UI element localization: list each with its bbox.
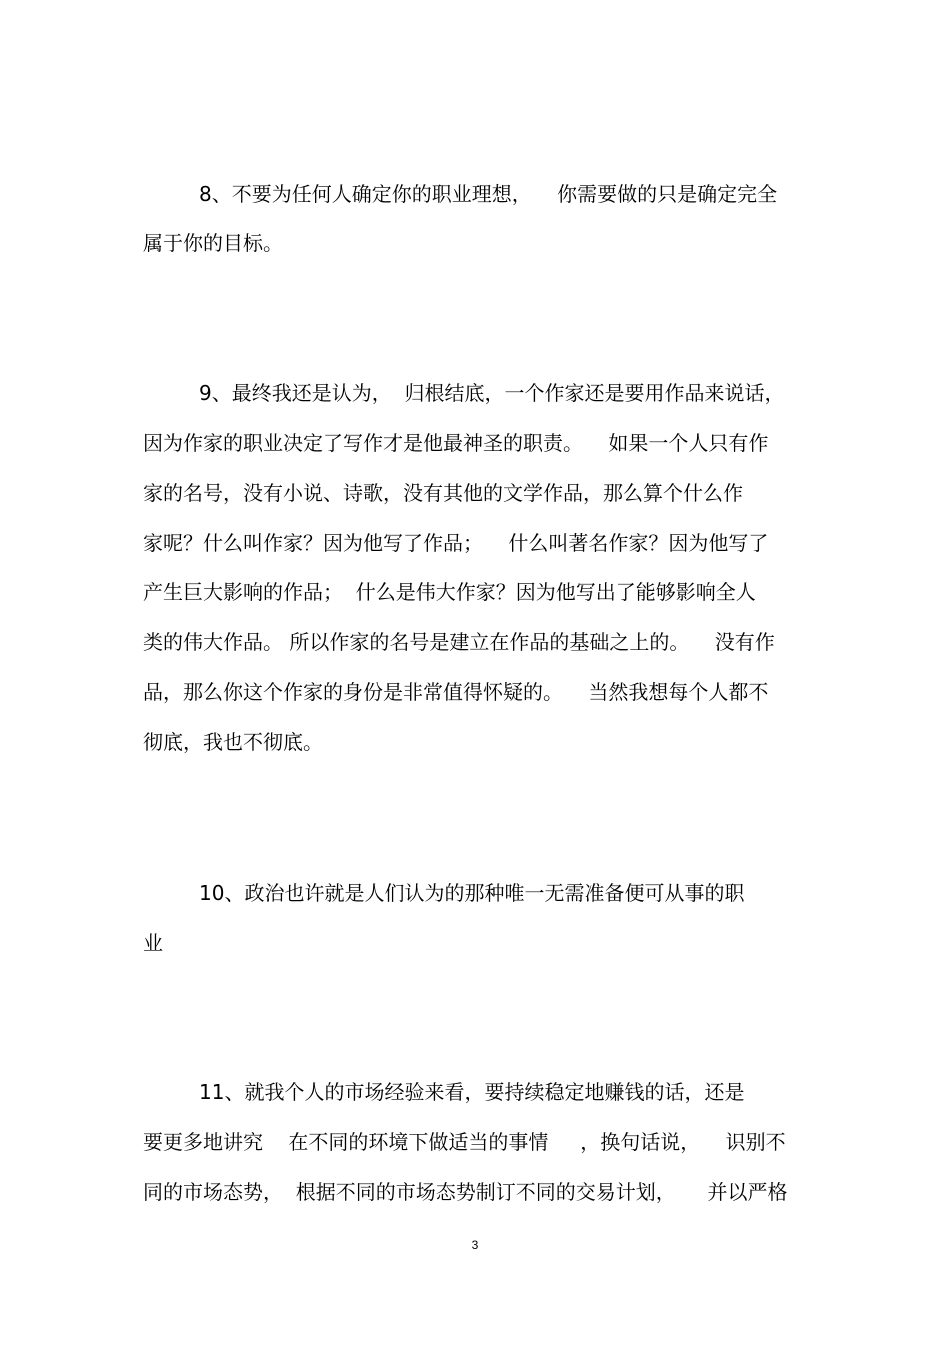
page-number: 3 (471, 1238, 479, 1252)
text-line: 品，那么你这个作家的身份是非常值得怀疑的。 当然我想每个人都不 (143, 680, 769, 704)
text-line: 同的市场态势， 根据不同的市场态势制订不同的交易计划， 并以严格 (143, 1180, 788, 1204)
text-line: 家的名号，没有小说、诗歌，没有其他的文学作品，那么算个什么作 (143, 481, 743, 505)
text-line: 家呢？什么叫作家？因为他写了作品； 什么叫著名作家？因为他写了 (143, 531, 769, 555)
text-line: 业 (143, 931, 163, 955)
text-line: 彻底，我也不彻底。 (143, 730, 323, 754)
text-line: 类的伟大作品。 所以作家的名号是建立在作品的基础之上的。 没有作 (143, 630, 775, 654)
text-line: 10、政治也许就是人们认为的那种唯一无需准备便可从事的职 (199, 881, 745, 905)
text-line: 属于你的目标。 (143, 231, 283, 255)
text-line: 因为作家的职业决定了写作才是他最神圣的职责。 如果一个人只有作 (143, 431, 769, 455)
text-line: 要更多地讲究 在不同的环境下做适当的事情 ，换句话说， 识别不 (143, 1130, 786, 1154)
text-line: 8、不要为任何人确定你的职业理想， 你需要做的只是确定完全 (199, 182, 778, 206)
text-line: 11、就我个人的市场经验来看，要持续稳定地赚钱的话，还是 (199, 1080, 745, 1104)
text-line: 产生巨大影响的作品； 什么是伟大作家？因为他写出了能够影响全人 (143, 580, 756, 604)
text-line: 9、最终我还是认为， 归根结底，一个作家还是要用作品来说话， (199, 381, 785, 405)
